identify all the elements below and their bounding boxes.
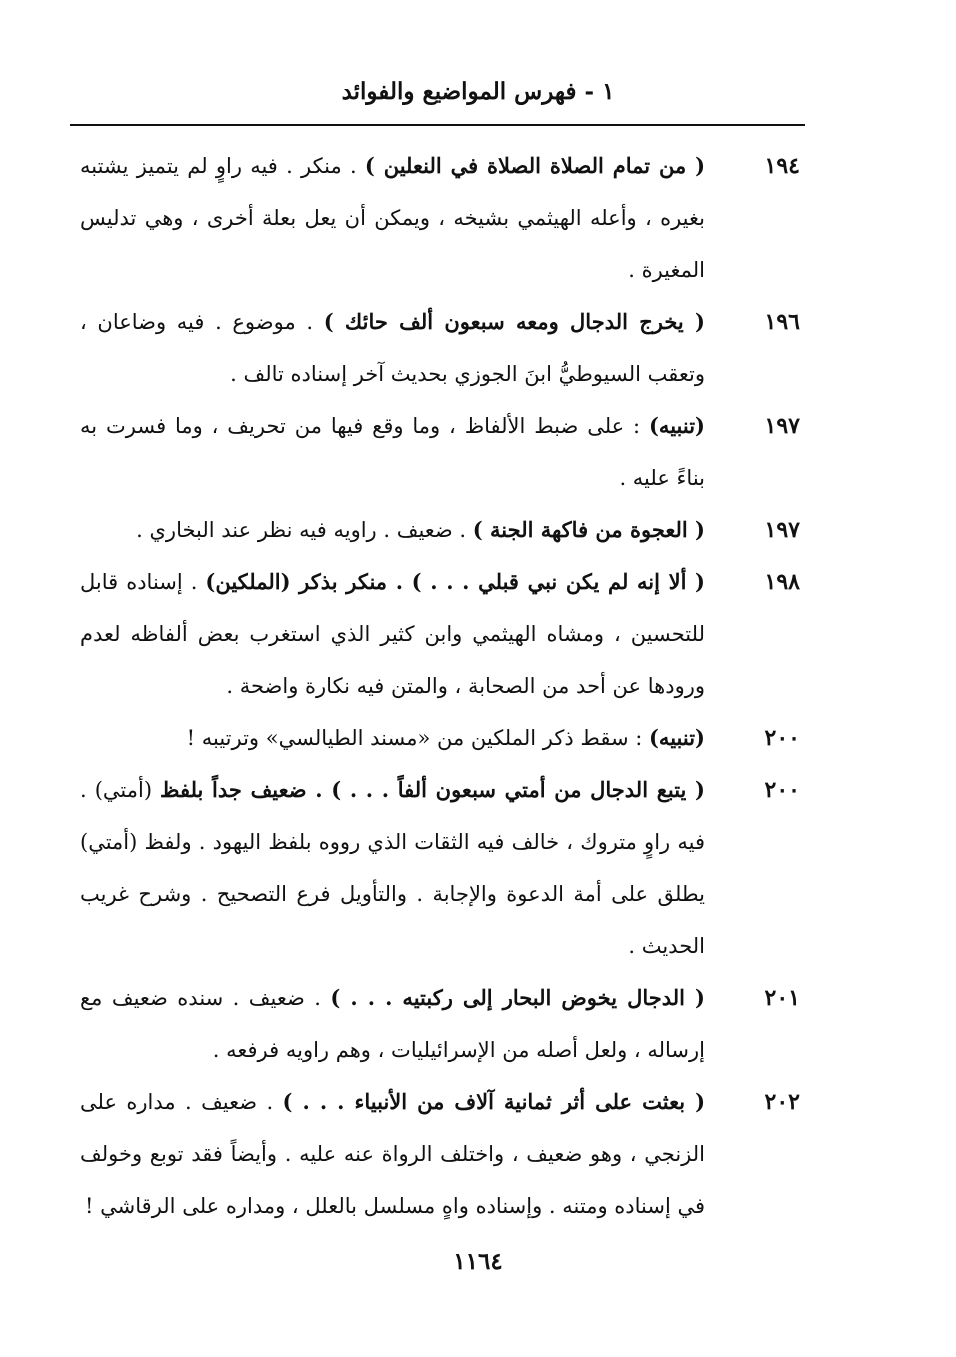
entry-description: . ضعيف . راويه فيه نظر عند البخاري . <box>136 518 473 542</box>
entry-page-number: ٢٠١ <box>764 985 800 1011</box>
index-entry <box>80 972 800 1076</box>
entry-description: . منكر . فيه راوٍ لم يتميز يشتبه بغيره ، وأعله الهيثمي بشيخه ، ويمكن أن يعل بعلة أخرى ، وهي تدليس المغيرة . <box>80 154 705 282</box>
index-entry <box>80 764 800 972</box>
index-entry <box>80 296 800 400</box>
index-entries <box>80 140 800 1232</box>
entry-description: . ضعيف . سنده ضعيف مع إرساله ، ولعل أصله من الإسرائيليات ، وهم راويه فرفعه . <box>80 986 705 1062</box>
header-divider <box>70 124 805 126</box>
entry-body <box>80 712 705 764</box>
entry-body <box>80 504 705 556</box>
entry-title: (تنبيه) <box>649 725 705 750</box>
running-header: ١ - فهرس المواضيع والفوائد <box>341 78 615 105</box>
entry-description: . ضعيف . مداره على الزنجي ، وهو ضعيف ، واختلف الرواة عنه عليه . وأيضاً فقد توبع وخولف في إسناده ومتنه . وإسناده واهٍ مسلسل بالعلل ، ومداره على الرقاشي ! <box>80 1090 705 1218</box>
entry-title: (تنبيه) <box>649 413 705 438</box>
entry-page-number: ١٩٦ <box>764 309 800 335</box>
entry-title: ( ألا إنه لم يكن نبي قبلي . . . ) . منكر بذكر (الملكين) <box>205 569 705 594</box>
index-entry <box>80 400 800 504</box>
entry-description: : على ضبط الألفاظ ، وما وقع فيها من تحريف ، وما فسرت به بناءً عليه . <box>80 414 705 490</box>
entry-title: ( الدجال يخوض البحار إلى ركبتيه . . . ) <box>330 985 705 1010</box>
entry-body <box>80 400 705 504</box>
entry-page-number: ١٩٧ <box>764 413 800 439</box>
entry-title: ( بعثت على أثر ثمانية آلاف من الأنبياء . . . ) <box>282 1089 705 1114</box>
entry-title: ( يخرج الدجال ومعه سبعون ألف حائك ) <box>323 309 705 334</box>
entry-title: ( العجوة من فاكهة الجنة ) <box>472 517 705 542</box>
entry-page-number: ٢٠٠ <box>764 777 800 803</box>
entry-body <box>80 140 705 296</box>
index-entry <box>80 556 800 712</box>
entry-body <box>80 296 705 400</box>
entry-description: : سقط ذكر الملكين من «مسند الطيالسي» وترتيبه ! <box>186 726 649 750</box>
entry-body <box>80 556 705 712</box>
entry-description: . إسناده قابل للتحسين ، ومشاه الهيثمي وابن كثير الذي استغرب بعض ألفاظه لعدم ورودها عن أحد من الصحابة ، والمتن فيه نكارة واضحة . <box>80 570 705 698</box>
index-entry <box>80 712 800 764</box>
entry-page-number: ١٩٤ <box>764 153 800 179</box>
index-entry <box>80 1076 800 1232</box>
entry-body <box>80 1076 705 1232</box>
entry-body <box>80 764 705 972</box>
entry-body <box>80 972 705 1076</box>
index-entry <box>80 504 800 556</box>
index-entry <box>80 140 800 296</box>
entry-description: . موضوع . فيه وضاعان ، وتعقب السيوطيُّ ابنَ الجوزي بحديث آخر إسناده تالف . <box>80 310 705 386</box>
entry-description: (أمتي) . فيه راوٍ متروك ، خالف فيه الثقات الذي رووه بلفظ اليهود . ولفظ (أمتي) يطلق على أمة الدعوة والإجابة . والتأويل فرع التصحيح . وشرح غريب الحديث . <box>80 778 705 958</box>
entry-page-number: ٢٠٠ <box>764 725 800 751</box>
page-number: ١١٦٤ <box>453 1248 503 1275</box>
entry-page-number: ٢٠٢ <box>764 1089 800 1115</box>
entry-title: ( يتبع الدجال من أمتي سبعون ألفاً . . . ) . ضعيف جداً بلفظ <box>160 777 705 802</box>
entry-title: ( من تمام الصلاة الصلاة في النعلين ) <box>364 153 706 178</box>
entry-page-number: ١٩٨ <box>764 569 800 595</box>
entry-page-number: ١٩٧ <box>764 517 800 543</box>
